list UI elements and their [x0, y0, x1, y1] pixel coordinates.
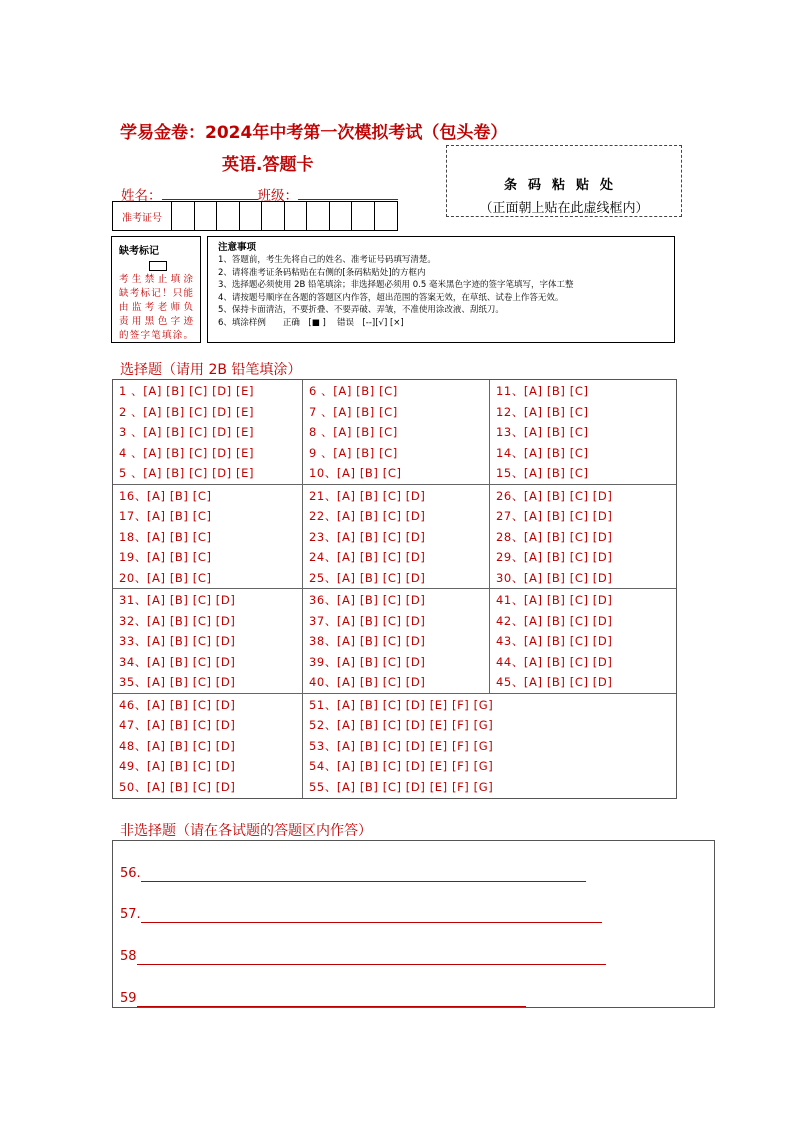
grid-row-divider [113, 693, 676, 694]
choice-question[interactable]: 9 、[A] [B] [C] [309, 445, 398, 460]
choice-question[interactable]: 19、[A] [B] [C] [119, 550, 212, 565]
exam-id-row [112, 201, 398, 231]
choice-question[interactable]: 54、[A] [B] [C] [D] [E] [F] [G] [309, 759, 494, 774]
notes-box [207, 236, 675, 343]
exam-id-cell[interactable] [217, 202, 240, 230]
choice-question[interactable]: 48、[A] [B] [C] [D] [119, 738, 236, 753]
barcode-title: 条码粘贴处 [503, 178, 624, 193]
choice-question[interactable]: 44、[A] [B] [C] [D] [496, 654, 613, 669]
choice-question[interactable]: 37、[A] [B] [C] [D] [309, 613, 426, 628]
open-answer-line[interactable] [137, 964, 606, 965]
choice-question[interactable]: 41、[A] [B] [C] [D] [496, 593, 613, 607]
choice-section-heading: 选择题（请用 2B 铅笔填涂） [120, 362, 302, 378]
exam-id-label: 准考证号 [113, 202, 172, 230]
choice-question[interactable]: 39、[A] [B] [C] [D] [309, 654, 426, 669]
exam-id-cell[interactable] [195, 202, 218, 230]
choice-question[interactable]: 17、[A] [B] [C] [119, 509, 212, 524]
grid-row-divider [113, 588, 676, 589]
choice-question[interactable]: 53、[A] [B] [C] [D] [E] [F] [G] [309, 738, 494, 753]
grid-col-divider [489, 589, 490, 694]
choice-question[interactable]: 3 、[A] [B] [C] [D] [E] [119, 425, 255, 440]
barcode-note: （正面朝上贴在此虚线框内） [479, 201, 649, 216]
barcode-area [446, 145, 682, 217]
absent-text-line: 由监考老师负 [119, 302, 193, 313]
choice-question[interactable]: 16、[A] [B] [C] [119, 488, 212, 503]
exam-id-cell[interactable] [172, 202, 195, 230]
choice-grid [112, 379, 677, 799]
grid-col-divider [489, 380, 490, 485]
notes-item: 3、选择题必须使用 2B 铅笔填涂；非选择题必须用 0.5 毫米黑色字迹的签字笔填写，字体工整 [218, 280, 574, 290]
grid-row-divider [113, 484, 676, 485]
choice-question[interactable]: 23、[A] [B] [C] [D] [309, 529, 426, 544]
choice-question[interactable]: 49、[A] [B] [C] [D] [119, 759, 236, 774]
exam-id-cell[interactable] [375, 202, 398, 230]
choice-question[interactable]: 42、[A] [B] [C] [D] [496, 613, 613, 628]
choice-question[interactable]: 10、[A] [B] [C] [309, 466, 402, 481]
class-field[interactable] [298, 185, 398, 200]
choice-question[interactable]: 14、[A] [B] [C] [496, 445, 589, 460]
choice-question[interactable]: 35、[A] [B] [C] [D] [119, 675, 236, 690]
name-label: 姓名： [121, 188, 162, 204]
absent-text-line: 缺考标记！只能 [119, 288, 193, 299]
absent-text-line: 责用黑色字迹 [119, 316, 193, 327]
choice-question[interactable]: 52、[A] [B] [C] [D] [E] [F] [G] [309, 718, 494, 733]
exam-id-cell[interactable] [330, 202, 353, 230]
choice-question[interactable]: 33、[A] [B] [C] [D] [119, 634, 236, 649]
absent-mark-box [111, 236, 201, 343]
page-subtitle: 英语.答题卡 [222, 155, 314, 175]
choice-question[interactable]: 1 、[A] [B] [C] [D] [E] [119, 384, 255, 398]
choice-question[interactable]: 26、[A] [B] [C] [D] [496, 488, 613, 503]
choice-question[interactable]: 34、[A] [B] [C] [D] [119, 654, 236, 669]
choice-question[interactable]: 50、[A] [B] [C] [D] [119, 779, 236, 794]
choice-question[interactable]: 30、[A] [B] [C] [D] [496, 570, 613, 585]
absent-text-line: 考生禁止填涂 [119, 274, 193, 285]
exam-id-cell[interactable] [307, 202, 330, 230]
absent-text-line: 的签字笔填涂。 [119, 330, 193, 341]
open-answer-line[interactable] [141, 881, 586, 882]
choice-question[interactable]: 18、[A] [B] [C] [119, 529, 212, 544]
open-section-heading: 非选择题（请在各试题的答题区内作答） [120, 823, 372, 839]
choice-question[interactable]: 29、[A] [B] [C] [D] [496, 550, 613, 565]
exam-id-cell[interactable] [240, 202, 263, 230]
choice-question[interactable]: 45、[A] [B] [C] [D] [496, 675, 613, 690]
choice-question[interactable]: 2 、[A] [B] [C] [D] [E] [119, 404, 255, 419]
grid-col-divider [489, 485, 490, 590]
choice-question[interactable]: 4 、[A] [B] [C] [D] [E] [119, 445, 255, 460]
choice-question[interactable]: 31、[A] [B] [C] [D] [119, 593, 236, 607]
choice-question[interactable]: 15、[A] [B] [C] [496, 466, 589, 481]
exam-id-cell[interactable] [262, 202, 285, 230]
exam-id-cell[interactable] [285, 202, 308, 230]
choice-question[interactable]: 27、[A] [B] [C] [D] [496, 509, 613, 524]
notes-item: 5、保持卡面清洁，不要折叠、不要弄破、弄皱，不准使用涂改液、刮纸刀。 [218, 305, 504, 315]
choice-question[interactable]: 46、[A] [B] [C] [D] [119, 697, 236, 712]
choice-question[interactable]: 43、[A] [B] [C] [D] [496, 634, 613, 649]
choice-question[interactable]: 12、[A] [B] [C] [496, 404, 589, 419]
choice-question[interactable]: 11、[A] [B] [C] [496, 384, 589, 398]
choice-question[interactable]: 6 、[A] [B] [C] [309, 384, 398, 398]
open-answer-line[interactable] [141, 922, 602, 923]
choice-question[interactable]: 51、[A] [B] [C] [D] [E] [F] [G] [309, 697, 494, 712]
open-question-label: 59 [120, 991, 137, 1006]
absent-checkbox[interactable] [149, 261, 167, 271]
exam-id-cell[interactable] [352, 202, 375, 230]
grid-col-divider [302, 380, 303, 485]
open-answer-line[interactable] [137, 1006, 526, 1007]
open-question-label: 56. [120, 866, 141, 881]
notes-item: 2、请将准考证条码粘贴在右侧的[条码粘贴处]的方框内 [218, 267, 426, 278]
notes-item: 1、答题前，考生先将自己的姓名、准考证号码填写清楚。 [218, 255, 436, 265]
notes-item: 4、请按题号顺序在各题的答题区内作答，超出范围的答案无效，在草纸、试卷上作答无效。 [218, 292, 564, 303]
choice-question[interactable]: 13、[A] [B] [C] [496, 425, 589, 440]
grid-col-divider [302, 694, 303, 799]
notes-heading: 注意事项 [218, 242, 257, 253]
name-field[interactable] [162, 185, 258, 200]
grid-col-divider [302, 485, 303, 590]
choice-question[interactable]: 36、[A] [B] [C] [D] [309, 593, 426, 607]
grid-col-divider [302, 589, 303, 694]
choice-question[interactable]: 24、[A] [B] [C] [D] [309, 550, 426, 565]
choice-question[interactable]: 22、[A] [B] [C] [D] [309, 509, 426, 524]
open-question-label: 58 [120, 949, 137, 964]
notes-item: 6、填涂样例 正确 [■ ] 错误 [--][√] [×] [218, 317, 404, 328]
choice-question[interactable]: 21、[A] [B] [C] [D] [309, 488, 426, 503]
choice-question[interactable]: 25、[A] [B] [C] [D] [309, 570, 426, 585]
open-answer-box [112, 840, 715, 1008]
choice-question[interactable]: 47、[A] [B] [C] [D] [119, 718, 236, 733]
absent-heading: 缺考标记 [119, 246, 159, 257]
choice-question[interactable]: 32、[A] [B] [C] [D] [119, 613, 236, 628]
choice-question[interactable]: 40、[A] [B] [C] [D] [309, 675, 426, 690]
class-label: 班级： [257, 188, 298, 204]
choice-question[interactable]: 38、[A] [B] [C] [D] [309, 634, 426, 649]
choice-question[interactable]: 20、[A] [B] [C] [119, 570, 212, 585]
choice-question[interactable]: 7 、[A] [B] [C] [309, 404, 398, 419]
page-title: 学易金卷：2024年中考第一次模拟考试（包头卷） [120, 123, 508, 143]
choice-question[interactable]: 55、[A] [B] [C] [D] [E] [F] [G] [309, 779, 494, 794]
choice-question[interactable]: 5 、[A] [B] [C] [D] [E] [119, 466, 255, 481]
open-question-label: 57. [120, 907, 141, 922]
choice-question[interactable]: 28、[A] [B] [C] [D] [496, 529, 613, 544]
choice-question[interactable]: 8 、[A] [B] [C] [309, 425, 398, 440]
